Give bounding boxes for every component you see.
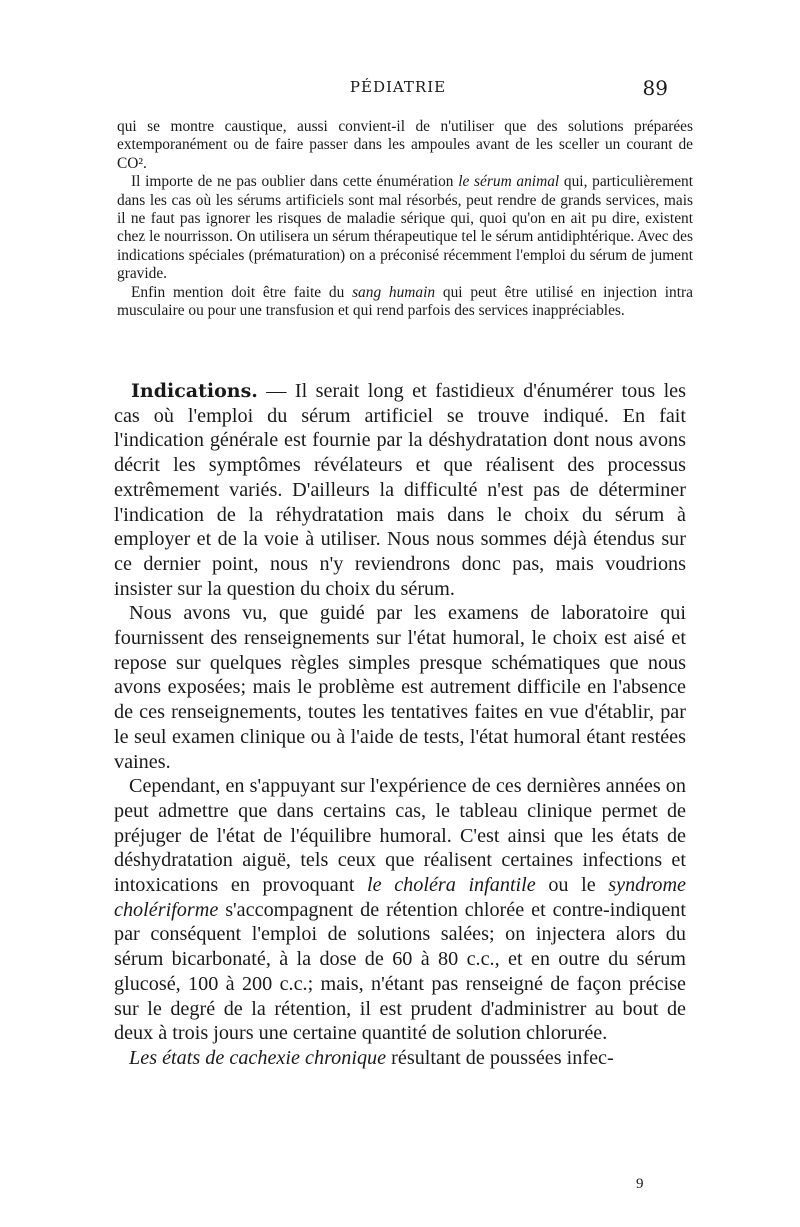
indications-paragraph-text: — Il serait long et fastidieux d'énumérer tous les cas où l'emploi du sérum artificiel se trouve indiqué. En fait l'indication générale est fournie par la déshydratation dont nous avons décrit les symptômes révélateurs et que réalisent des processus extrêmement variés. D'ailleurs la difficulté n'est pas de déterminer l'indication de la réhydratation mais dans le choix du sérum à employer et de la voie à utiliser. Nous nous sommes déjà étendus sur ce dernier point, nous n'y reviendrons donc pas, mais voudrions insister sur la question du choix du sérum. [114,380,686,600]
page-number: 89 [642,76,668,100]
small-print-section [117,118,693,320]
serum-animal-emphasis: le sérum animal [458,173,560,191]
small-paragraph-3-text-a: Enfin mention doit être faite du [131,283,353,301]
indications-paragraph [114,379,686,601]
main-paragraph-2: Nous avons vu, que guidé par les examens de laboratoire qui fournissent des renseignements sur l'état humoral, le choix est aisé et repose sur quelques règles simples presque schématiques que nous avons exposées; mais le problème est autrement difficile en l'absence de ces renseignements, toutes les tentatives faites en vue d'établir, par le seul examen clinique ou à l'aide de tests, l'état humoral étant restées vaines. [114,602,686,773]
small-paragraph-3 [117,284,693,321]
running-title: PÉDIATRIE [349,78,447,96]
main-paragraph-3-text-c: s'accompagnent de rétention chlorée et contre-indiquent par conséquent l'emploi de solutions salées; on injectera alors du sérum bicarbonaté, à la dose de 60 à 80 c.c., et en outre du sérum glucosé, 100 à 200 c.c.; mais, n'étant pas renseigné de façon précise sur le degré de la rétention, il est prudent d'administrer au bout de deux à trois jours une certaine quantité de solution chlorurée. [114,898,686,1045]
main-paragraph-4-text: résultant de poussées infec- [386,1046,614,1069]
main-text-section [114,379,686,1071]
section-heading: Indications. [131,380,258,402]
cholera-infantile-emphasis: le choléra infantile [367,874,536,897]
main-paragraph-4 [114,1046,686,1071]
main-paragraph-3-text-b: ou le [535,874,609,897]
page-header [128,76,668,100]
small-paragraph-2-text-b: qui, particulièrement dans les cas où les sérums artificiels sont mal résorbés, peut rendre de grands services, mais il ne faut pas ignorer les risques de maladie sérique qui, quoi qu'on en ait pu dire, existent chez le nourrisson. On utilisera un sérum thérapeutique tel le sérum antidiphtérique. Avec des indications spéciales (prématuration) on a préconisé récemment l'emploi du sérum de jument gravide. [117,173,693,283]
small-paragraph-1: qui se montre caustique, aussi convient-il de n'utiliser que des solutions préparées extemporanément ou de faire passer dans les ampoules avant de les sceller un courant de CO². [117,118,693,172]
main-paragraph-3 [114,774,686,1046]
syndrome-choleriforme-emphasis: syndrome cholériforme [114,874,686,921]
printer-signature: 9 [636,1176,644,1192]
sang-humain-emphasis: sang humain [352,283,436,301]
small-paragraph-2-text-a: Il importe de ne pas oublier dans cette énumération [131,173,459,191]
cachexie-chronique-emphasis: Les états de cachexie chronique [129,1046,387,1069]
main-paragraph-3-text-a: Cependant, en s'appuyant sur l'expérience de ces dernières années on peut admettre que dans certains cas, le tableau clinique permet de préjuger de l'état de l'équilibre humoral. C'est ainsi que les états de déshydratation aiguë, tels ceux que réalisent certaines infections et intoxications en provoquant [114,775,686,897]
small-paragraph-2 [117,173,693,283]
small-paragraph-3-text-b: qui peut être utilisé en injection intra musculaire ou pour une transfusion et qui rend parfois des services inappréciables. [117,283,693,320]
